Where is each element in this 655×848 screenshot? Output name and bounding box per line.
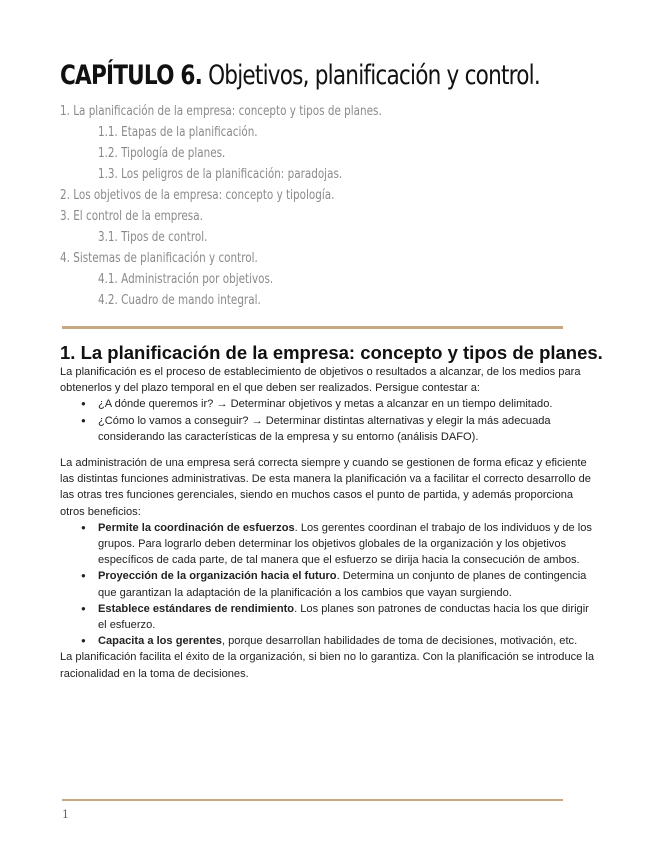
benefit-text: . Los planes son patrones de conductas hacia los que dirigir el esfuerzo. [98,602,589,632]
conclusion-paragraph: La planificación facilita el éxito de la organización, si bien no lo garantiza. Con la planificación se introduce la racionalidad en la toma de decisiones. [60,651,595,680]
list-item: ● ¿Cómo lo vamos a conseguir? → Determinar distintas alternativas y elegir la más adecuada considerando las características de la empresa y su entorno (análisis DAFO). [60,413,598,445]
toc-subitem: 4.1. Administración por objetivos. [98,272,274,287]
questions-list [60,396,598,445]
list-item [60,633,598,649]
toc-subitem: 1.2. Tipología de planes. [98,146,226,161]
context-paragraph: La administración de una empresa será correcta siempre y cuando se gestionen de forma eficaz y eficiente las distintas funciones administrativas. De esta manera la planificación va a facilitar el correcto desarrollo de las otras tres funciones gerenciales, siendo en muchos casos el punto de partida, y además proporciona otros beneficios: [60,457,591,518]
toc-subitem: 3.1. Tipos de control. [98,230,208,245]
toc-item: 2. Los objetivos de la empresa: concepto y tipología. [60,188,335,203]
benefit-title: Capacita a los gerentes [98,635,222,648]
chapter-title [60,60,540,91]
benefit-title: Permite la coordinación de esfuerzos [98,521,295,534]
page-number: 1 [62,808,69,821]
toc-subitem: 4.2. Cuadro de mando integral. [98,293,261,308]
list-item [60,601,598,633]
table-of-contents [60,101,620,311]
benefit-title: Proyección de la organización hacia el futuro [98,570,337,583]
list-item [60,520,598,569]
footer-rule [62,799,563,801]
benefit-text: . Los gerentes coordinan el trabajo de los individuos y de los grupos. Para lograrlo deben determinar los objetivos globales de la organización y los objetivos específicos de cada parte, de tal manera que el esfuerzo se dirija hacia la consecución de ambos. [98,521,592,567]
section-body [60,364,598,682]
benefits-list [60,520,598,650]
section-heading: 1. La planificación de la empresa: concepto y tipos de planes. [60,342,603,363]
toc-item: 4. Sistemas de planificación y control. [60,251,258,266]
chapter-name: Objetivos, planificación y control. [208,60,540,91]
benefit-text: , porque desarrollan habilidades de toma de decisiones, motivación, etc. [221,635,578,648]
chapter-label: CAPÍTULO 6. [60,60,203,91]
benefit-text: . Determina un conjunto de planes de contingencia que garantizan la adaptación de la planificación a los cambios que vayan surgiendo. [98,570,587,599]
divider-rule [62,326,563,329]
toc-subitem: 1.1. Etapas de la planificación. [98,125,258,140]
toc-subitem: 1.3. Los peligros de la planificación: paradojas. [98,167,343,182]
toc-item: 1. La planificación de la empresa: concepto y tipos de planes. [60,104,382,119]
intro-paragraph: La planificación es el proceso de establecimiento de objetivos o resultados a alcanzar, de los medios para obtenerlos y del plazo temporal en el que deben ser realizados. Persigue contestar a: [60,366,581,395]
toc-item: 3. El control de la empresa. [60,209,203,224]
benefit-title: Establece estándares de rendimiento [98,602,295,615]
list-item: ● ¿A dónde queremos ir? → Determinar objetivos y metas a alcanzar en un tiempo delimitado. [60,396,598,412]
list-item [60,568,598,600]
